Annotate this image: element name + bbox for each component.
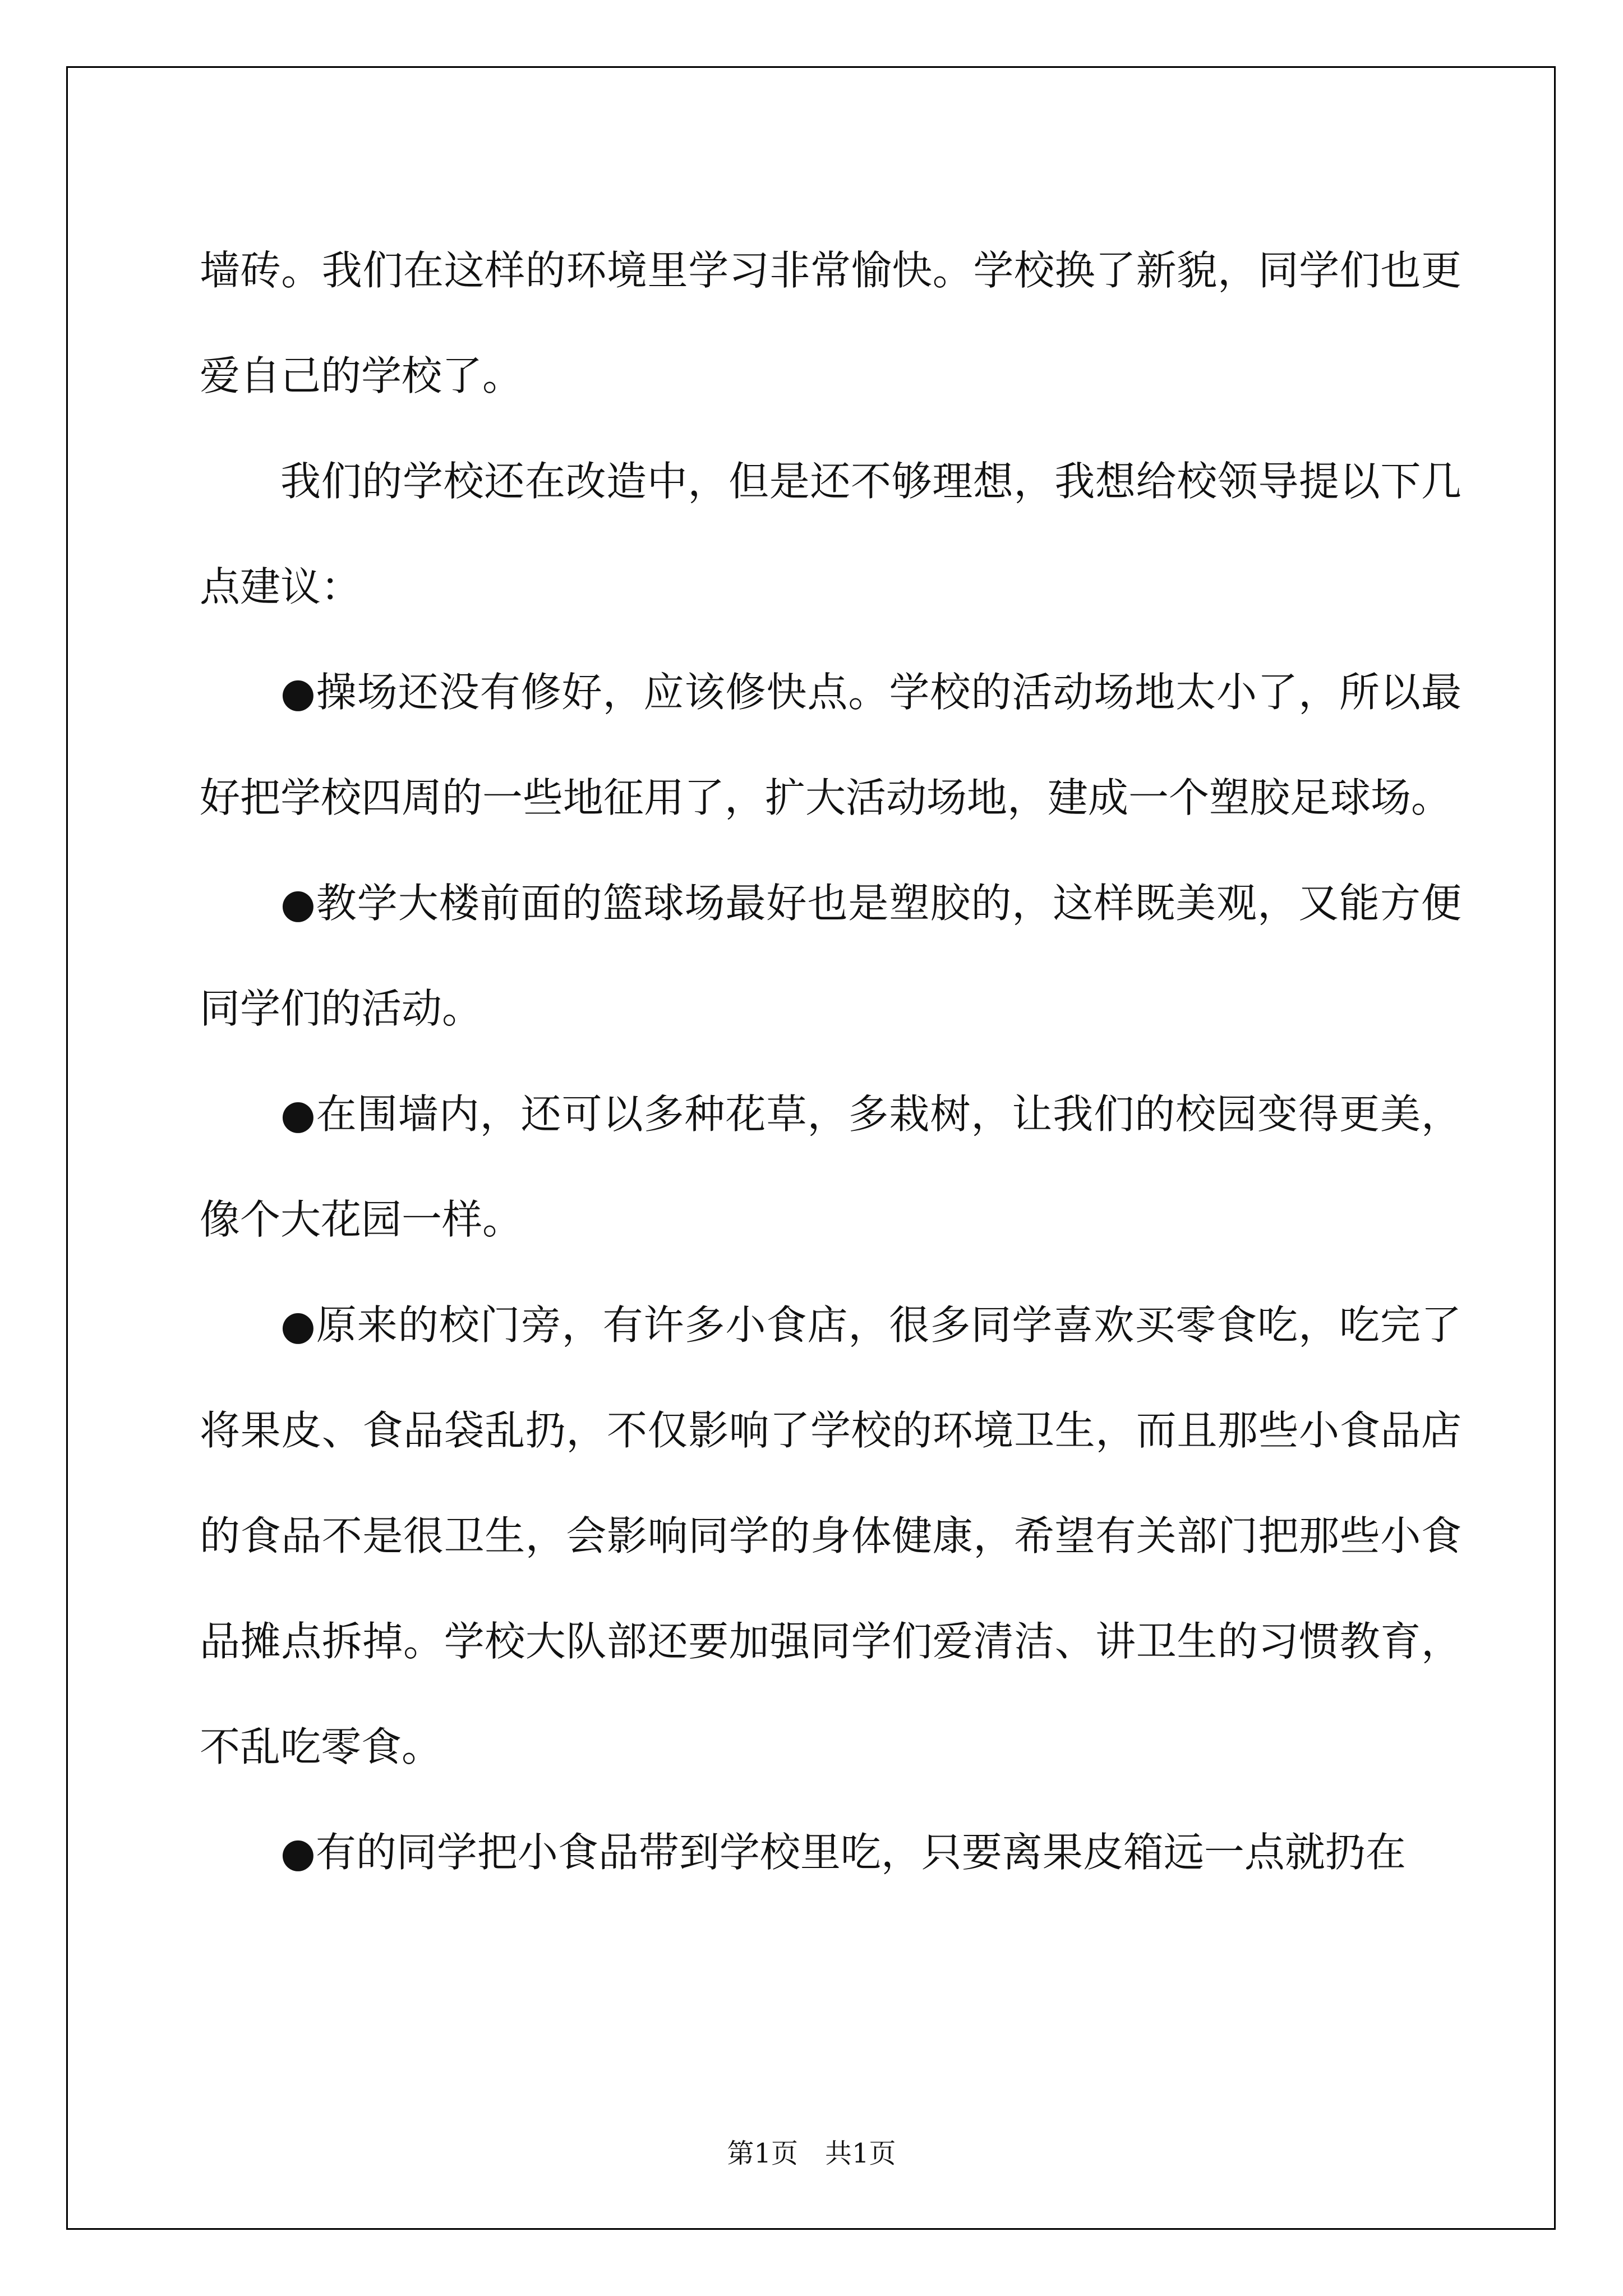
paragraph-7: ●有的同学把小食品带到学校里吃，只要离果皮箱远一点就扔在 bbox=[280, 1829, 1406, 1876]
paragraph-2: 我们的学校还在改造中，但是还不够理想，我想给校领导提以下几点建议： bbox=[200, 458, 1461, 610]
paragraph-6: ●原来的校门旁，有许多小食店，很多同学喜欢买零食吃，吃完了将果皮、食品袋乱扔，不仅影响了学校的环境卫生，而且那些小食品店的食品不是很卫生，会影响同学的身体健康，希望有关部门把那些小食品摊点拆掉。学校大队部还要加强同学们爱清洁、讲卫生的习惯教育，不乱吃零食。 bbox=[200, 1301, 1461, 1770]
page-footer: 第1页 共1页 bbox=[727, 2138, 896, 2169]
paragraph-3: ●操场还没有修好，应该修快点。学校的活动场地太小了，所以最好把学校四周的一些地征用了，扩大活动场地，建成一个塑胶足球场。 bbox=[200, 669, 1461, 821]
document-body bbox=[200, 218, 1461, 1905]
paragraph-4: ●教学大楼前面的篮球场最好也是塑胶的，这样既美观，又能方便同学们的活动。 bbox=[200, 880, 1461, 1032]
paragraph-1: 墙砖。我们在这样的环境里学习非常愉快。学校换了新貌，同学们也更爱自己的学校了。 bbox=[200, 247, 1461, 399]
paragraph-5: ●在围墙内，还可以多种花草，多栽树，让我们的校园变得更美，像个大花园一样。 bbox=[200, 1091, 1461, 1243]
